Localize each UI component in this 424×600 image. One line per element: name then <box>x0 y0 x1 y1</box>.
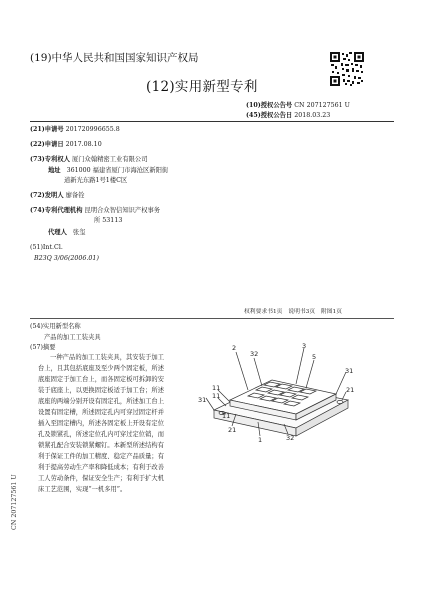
side-pub-code: CN 207127561 U <box>11 474 18 530</box>
address-label: 地址 <box>48 167 61 174</box>
figure-label-2: 2 <box>232 344 237 352</box>
agent-label: 代理人 <box>48 229 67 236</box>
agent-row <box>48 228 86 237</box>
abstract-text: 一种产品的加工工装夹具，其安装于加工台上，且其包括底座及至少两个固定板，所述底座固定于加工台上，而各固定板可拆卸的安装于底座上，以更换固定板适于加工台；所述底座的两端分别开设有固定孔，所述加工台上设置有固定槽，所述固定孔内可穿过固定杆并插入至固定槽内，所述各固定板上开设有定位孔及锁紧孔，所述定位孔内可穿过定位销，而锁紧孔配合安装锁紧螺钉。本新型所述结构有利于保证工件的加工精度、稳定产品质量；有利于提高劳动生产率和降低成本；有利于改善工人劳动条件，保证安全生产；有利于扩大机床工艺范围，实现“一机多用”。 <box>38 354 164 493</box>
pub-date-label: (45)授权公告日 <box>246 112 293 119</box>
agency-row <box>30 206 160 215</box>
pages-info: 权利要求书1页 说明书3页 附图1页 <box>244 309 343 315</box>
app-number-label: (21)申请号 <box>30 126 64 133</box>
pub-date: 2018.03.23 <box>294 112 331 119</box>
agent-name: 张玺 <box>72 229 86 236</box>
abstract-label: (57)摘要 <box>30 344 56 351</box>
figure-label-21b: 21 <box>228 426 237 434</box>
intcl-label: (51)Int.Cl. <box>30 244 63 251</box>
agency-line-2: 所 53113 <box>94 217 123 224</box>
app-number-row <box>30 125 120 134</box>
figure-label-32b: 32 <box>286 434 295 442</box>
figure-label-11a: 11 <box>212 384 221 392</box>
pub-number: CN 207127561 U <box>294 102 350 109</box>
pub-number-label: (10)授权公告号 <box>246 102 293 109</box>
owner-row <box>30 155 148 164</box>
app-number: 201720996655.8 <box>65 126 120 133</box>
address-line-1: 361000 福建省厦门市海沧区新阳街 <box>66 167 169 174</box>
figure-label-31: 31 <box>345 367 354 375</box>
body-divider <box>30 318 394 319</box>
figure-label-5: 5 <box>312 353 317 361</box>
agency-line-1: 昆明合众智信知识产权事务 <box>84 207 161 214</box>
figure-label-21a: 21 <box>346 386 355 394</box>
pub-date-row <box>246 111 330 120</box>
intcl-value: B23Q 3/06(2006.01) <box>34 255 99 262</box>
app-date: 2017.08.10 <box>65 141 102 148</box>
address-line-2: 道新光东路1号1楼C区 <box>64 177 128 184</box>
pub-number-row <box>246 101 350 110</box>
figure-label-32: 32 <box>250 350 259 358</box>
figure-label-11b: 11 <box>212 392 221 400</box>
agency-label: (74)专利代理机构 <box>30 207 83 214</box>
inventor-row <box>30 191 85 200</box>
figure-label-11c: 11 <box>222 412 231 420</box>
inventor-label: (72)发明人 <box>30 192 64 199</box>
inventor-name: 廖备铨 <box>65 192 85 199</box>
app-date-row <box>30 140 102 149</box>
qr-code-icon <box>330 52 364 86</box>
abstract-figure <box>196 340 364 450</box>
address-row <box>48 166 168 175</box>
figure-label-3: 3 <box>302 342 307 350</box>
doc-type-heading: (12)实用新型专利 <box>146 79 258 95</box>
figure-label-1: 1 <box>258 436 263 444</box>
title-label: (54)实用新型名称 <box>30 323 81 330</box>
owner-name: 厦门众翰精密工业有限公司 <box>71 156 148 163</box>
utility-model-title: 产品的加工工装夹具 <box>44 334 101 341</box>
app-date-label: (22)申请日 <box>30 141 64 148</box>
header-divider <box>30 121 394 122</box>
owner-label: (73)专利权人 <box>30 156 70 163</box>
figure-label-31b: 31 <box>198 396 207 404</box>
office-heading: (19)中华人民共和国国家知识产权局 <box>30 52 199 64</box>
